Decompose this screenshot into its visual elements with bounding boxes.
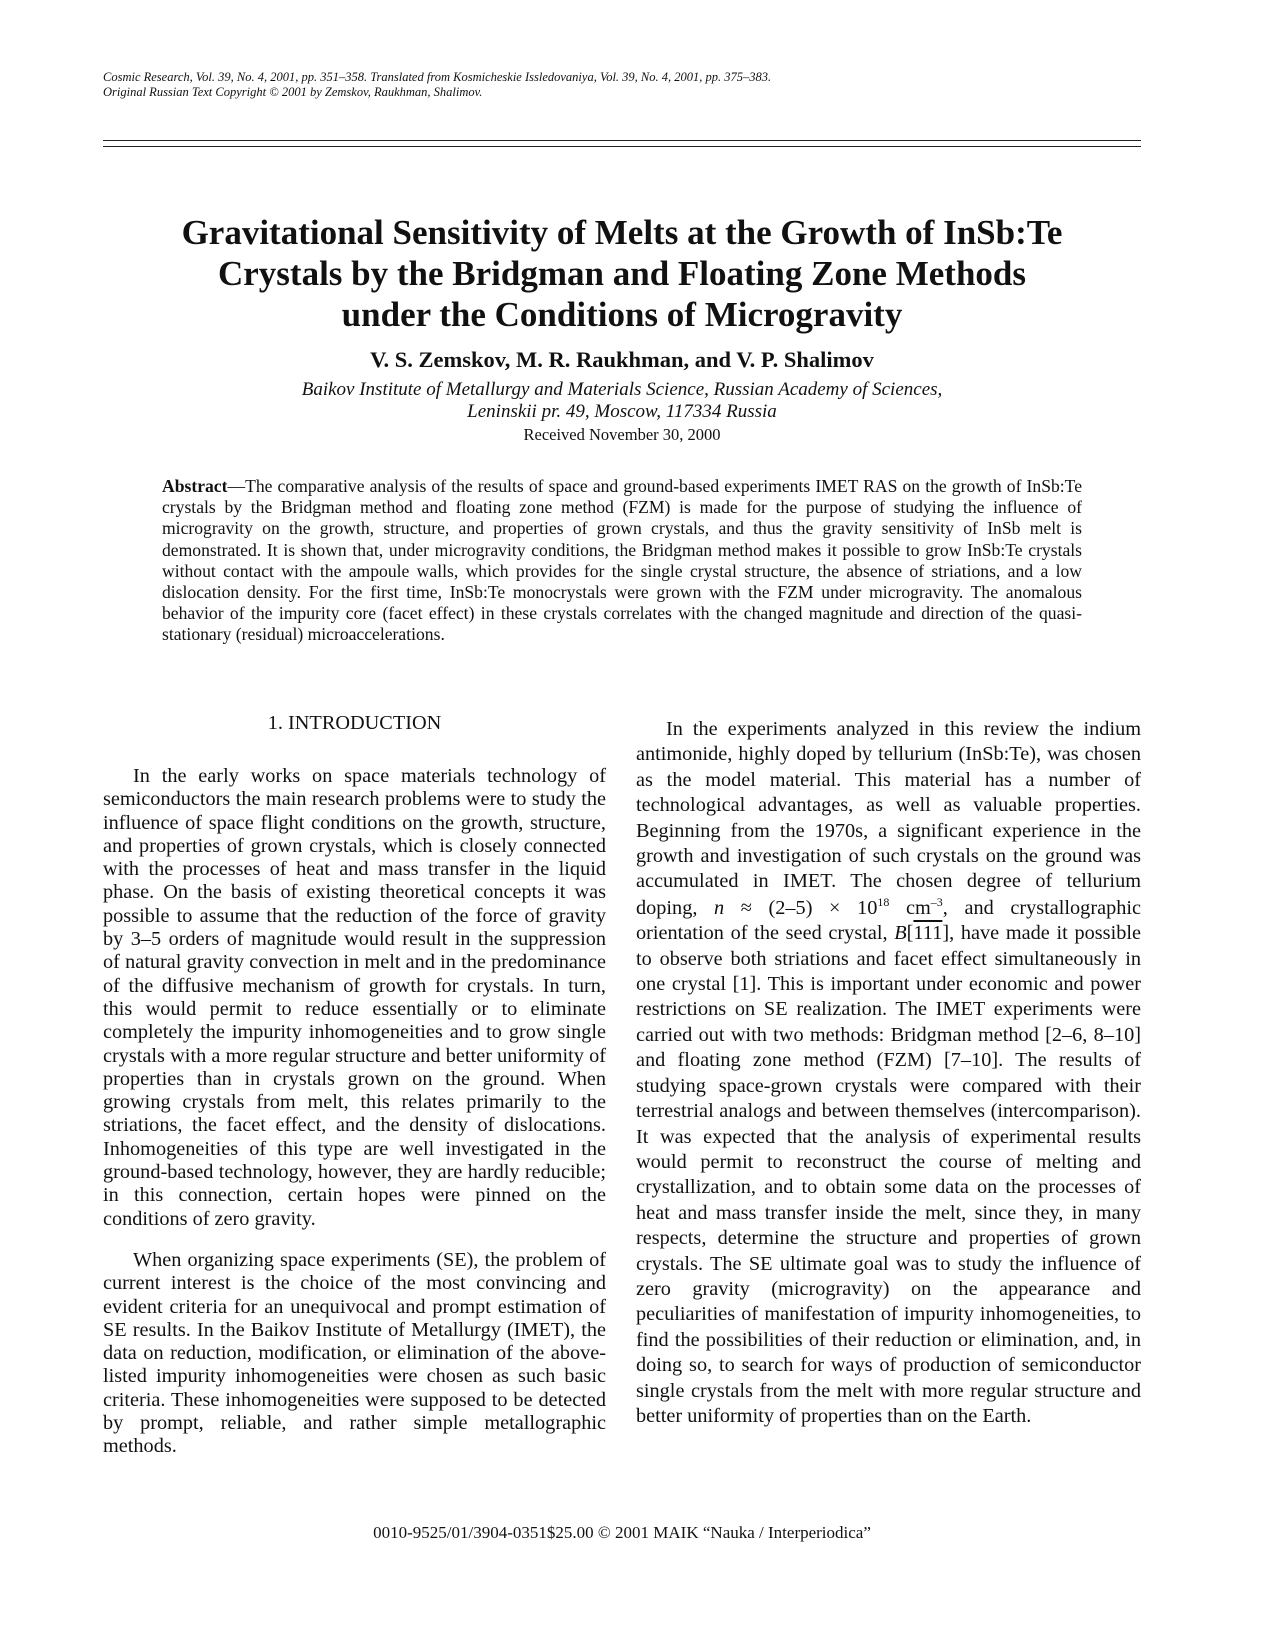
body-paragraph: When organizing space experiments (SE), the problem of current interest is the choice of the most convincing and evident criteria for an unequivocal and prompt estimation of SE results. In the Baikov Institute of Metallurgy (IMET), the data on reduction, modification, or elimination of the above-listed impurity inhomogeneities were chosen as such basic criteria. These inhomogeneities were supposed to be detected by prompt, reliable, and rather simple metallographic methods. xyxy=(103,1248,606,1458)
affiliation-line-2: Leninskii pr. 49, Moscow, 117334 Russia xyxy=(467,401,777,422)
header-rule-bottom xyxy=(103,146,1141,147)
copyright-line: Original Russian Text Copyright © 2001 by Zemskov, Raukhman, Shalimov. xyxy=(103,85,483,99)
abstract xyxy=(162,476,1082,646)
formula-exponent: 18 xyxy=(877,895,890,910)
paper-title xyxy=(103,212,1141,335)
received-date: Received November 30, 2000 xyxy=(523,425,721,444)
title-line-1: Gravitational Sensitivity of Melts at the Growth of InSb:Te xyxy=(181,213,1063,252)
title-line-3: under the Conditions of Microgravity xyxy=(341,295,903,334)
body-paragraph: In the early works on space materials technology of semiconductors the main research problems were to study the influence of space flight conditions on the growth, structure, and properties of grown crystals, which is closely connected with the processes of heat and mass transfer in the liquid phase. On the basis of existing theoretical concepts it was possible to assume that the reduction of the force of gravity by 3–5 orders of magnitude would result in the suppression of natural gravity convection in melt and in the predominance of the diffusive mechanism of growth for crystals. In turn, this would permit to reduce essentially or to eliminate completely the impurity inhomogeneities and to grow single crystals with a more regular structure and better uniformity of properties than in crystals grown on the ground. When growing crystals from melt, this relates primarily to the striations, the facet effect, and the density of dislocations. Inhomogeneities of this type are well investigated in the ground-based technology, however, they are hardly reducible; in this connection, certain hopes were pinned on the conditions of zero gravity. xyxy=(103,765,606,1230)
section-heading: 1. INTRODUCTION xyxy=(267,712,442,734)
body-paragraph xyxy=(636,717,1141,1429)
title-line-2: Crystals by the Bridgman and Floating Zone Methods xyxy=(218,254,1026,293)
formula-value: ≈ (2–5) × 10 xyxy=(724,896,878,919)
affiliation-line-1: Baikov Institute of Metallurgy and Materials Science, Russian Academy of Sciences, xyxy=(301,379,943,400)
citation-line: Cosmic Research, Vol. 39, No. 4, 2001, pp. 351–358. Translated from Kosmicheskie Issledovaniya, Vol. 39, No. 4, 2001, pp. 375–383. xyxy=(103,70,772,84)
page-footer: 0010-9525/01/3904-0351$25.00 © 2001 MAIK “Nauka / Interperiodica” xyxy=(373,1523,871,1542)
formula-unit: cm xyxy=(889,896,931,919)
paragraph-text: , and crystallographic orientation of the seed crystal, xyxy=(636,896,1141,945)
left-column xyxy=(103,711,606,1459)
paragraph-text: , have made it possible to observe both striations and facet effect simultaneously in one crystal [1]. This is important under economic and power restrictions on SE realization. The IMET experiments were carried out with two methods: Bridgman method [2–6, 8–10] and floating zone method (FZM) [7–10]. The results of studying space-grown crystals were compared with their terrestrial analogs and between themselves (intercomparison). It was expected that the analysis of experimental results would permit to reconstruct the course of melting and crystallization, and to obtain some data on the processes of heat and mass transfer inside the melt, since they, in many respects, determine the structure and properties of grown crystals. The SE ultimate goal was to study the influence of zero gravity (microgravity) on the appearance and peculiarities of manifestation of impurity inhomogeneities, to find the possibilities of their reduction or elimination, and, in doing so, to search for ways of production of semiconductor single crystals from the melt with more regular structure and better uniformity of properties than on the Earth. xyxy=(636,922,1141,1427)
paragraph-text: In the experiments analyzed in this review the indium antimonide, highly doped by tellurium (InSb:Te), was chosen as the model material. This material has a number of technological advantages, as well as valuable properties. Beginning from the 1970s, a significant experience in the growth and investigation of such crystals on the ground was accumulated in IMET. The chosen degree of tellurium doping, xyxy=(636,718,1141,919)
formula-unit-exponent: –3 xyxy=(930,895,943,910)
orientation-letter: B xyxy=(894,922,907,945)
formula-variable: n xyxy=(714,896,725,919)
abstract-label: Abstract xyxy=(162,476,228,496)
abstract-text: —The comparative analysis of the results of space and ground-based experiments IMET RAS on the growth of InSb:Te crystals by the Bridgman method and floating zone method (FZM) is made for the purpose of studying the influence of microgravity on the growth, structure, and properties of grown crystals, and thus the gravity sensitivity of InSb melt is demonstrated. It is shown that, under microgravity conditions, the Bridgman method makes it possible to grow InSb:Te crystals without contact with the ampoule walls, which provides for the single crystal structure, the absence of striations, and a low dislocation density. For the first time, InSb:Te monocrystals were grown with the FZM under microgravity. The anomalous behavior of the impurity core (facet effect) in these crystals correlates with the changed magnitude and direction of the quasi-stationary (residual) microaccelerations. xyxy=(162,476,1082,645)
affiliation xyxy=(103,379,1141,423)
orientation-index: 111 xyxy=(913,922,943,945)
journal-citation-header xyxy=(103,70,1183,100)
doping-formula xyxy=(714,897,943,919)
author-list: V. S. Zemskov, M. R. Raukhman, and V. P. Shalimov xyxy=(370,347,874,372)
orientation-notation: B[111] xyxy=(894,922,950,945)
header-rule-top xyxy=(103,140,1141,141)
right-column xyxy=(636,717,1141,1429)
